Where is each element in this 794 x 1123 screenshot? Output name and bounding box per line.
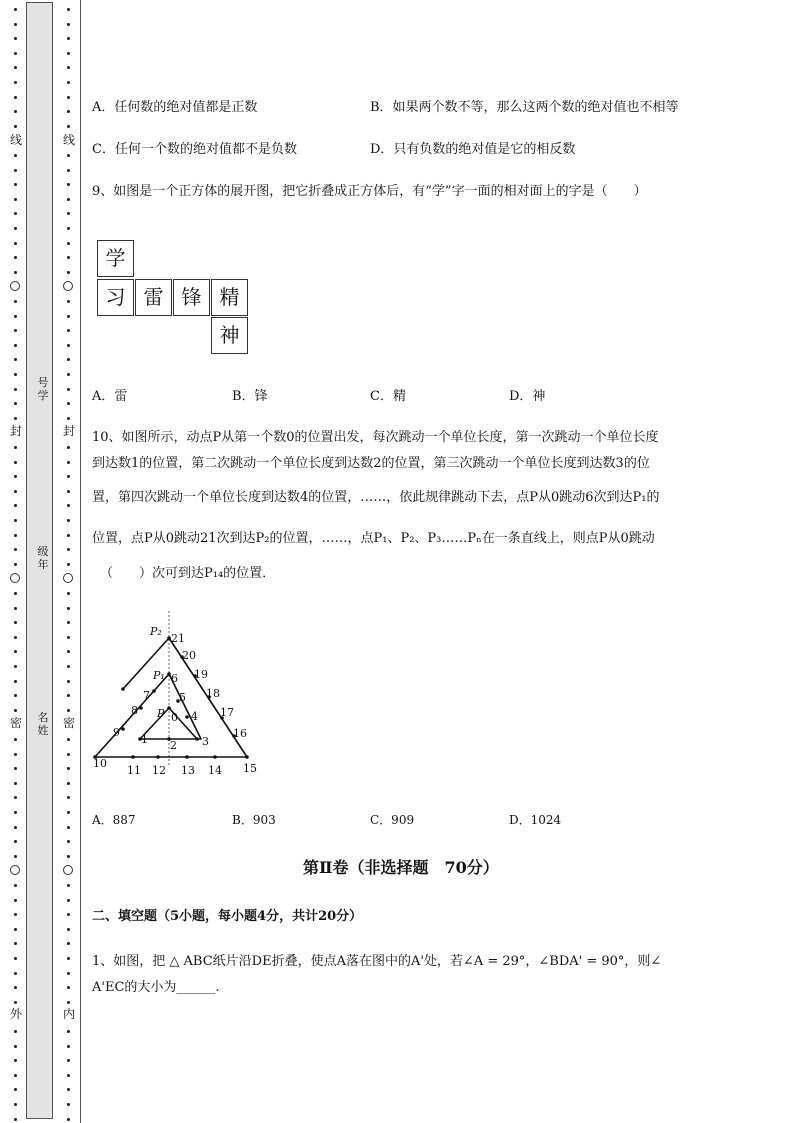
- cut-line-dot: [14, 650, 17, 653]
- cut-line-dot: [14, 504, 17, 507]
- cut-line-dot: [14, 621, 17, 624]
- cut-line-dot: [67, 154, 70, 157]
- cut-line-dot: [67, 1074, 70, 1077]
- q10-line-2: 到达数1的位置，第二次跳动一个单位长度到达数2的位置，第三次跳动一个单位长度到达数3的位: [92, 456, 650, 471]
- cut-line-dot: [67, 563, 70, 566]
- q10-option-d: D．1024: [509, 813, 562, 827]
- cut-line-dot: [67, 329, 70, 332]
- label-13: 13: [181, 764, 195, 777]
- cut-line-circle: [10, 865, 20, 875]
- cut-line-dot: [14, 198, 17, 201]
- cut-line-dot: [67, 1030, 70, 1033]
- cut-line-dot: [67, 446, 70, 449]
- cube-cell-shen: 神: [211, 317, 248, 354]
- cube-cell-feng: 锋: [173, 279, 210, 316]
- cut-line-dot: [67, 1103, 70, 1106]
- q8-option-b: B．如果两个数不等，那么这两个数的绝对值也不相等: [370, 100, 679, 115]
- label-15: 15: [243, 762, 257, 775]
- cut-line-dot: [67, 198, 70, 201]
- cut-line-dot: [67, 388, 70, 391]
- cut-line-dot: [14, 913, 17, 916]
- cut-line-dot: [67, 475, 70, 478]
- cut-line-dot: [67, 534, 70, 537]
- cube-cell-jing: 精: [211, 279, 248, 316]
- cut-line-dot: [67, 767, 70, 770]
- cut-line-circle: [10, 573, 20, 583]
- cut-line-dot: [14, 1118, 17, 1121]
- cut-line-dot: [14, 300, 17, 303]
- cut-line-dot: [67, 592, 70, 595]
- margin-label-feng-outer: 封: [10, 424, 23, 438]
- label-1: 1: [141, 733, 148, 746]
- q8-option-a: A．任何数的绝对值都是正数: [92, 100, 258, 115]
- cut-line-circle: [63, 281, 73, 291]
- cut-line-dot: [67, 23, 70, 26]
- cut-line-dot: [14, 972, 17, 975]
- q10-line-5: （ ）次可到达P₁₄的位置．: [100, 566, 276, 581]
- cut-line-dot: [67, 913, 70, 916]
- label-p2: P₂: [150, 625, 162, 638]
- label-10: 10: [93, 757, 107, 770]
- cut-line-dot: [67, 709, 70, 712]
- cut-line-dot: [14, 256, 17, 259]
- margin-label-xian-outer: 线: [10, 133, 23, 147]
- cut-line-dot: [67, 66, 70, 69]
- cut-line-dot: [14, 183, 17, 186]
- label-14: 14: [208, 764, 222, 777]
- cut-line-dot: [14, 8, 17, 11]
- cut-line-dot: [67, 840, 70, 843]
- cut-line-dot: [14, 694, 17, 697]
- cut-line-dot: [14, 37, 17, 40]
- cut-line-dot: [67, 358, 70, 361]
- q9-option-b: B．锋: [232, 389, 268, 404]
- margin-label-mi-outer: 密: [10, 716, 23, 730]
- figure-point: [152, 689, 156, 693]
- cut-line-dot: [14, 607, 17, 610]
- cut-line-dot: [14, 753, 17, 756]
- cut-line-dot: [67, 315, 70, 318]
- cut-line-dot: [67, 665, 70, 668]
- cut-line-dot: [67, 1059, 70, 1062]
- cut-line-dot: [14, 1030, 17, 1033]
- cut-line-dot: [67, 519, 70, 522]
- cut-line-dot: [67, 855, 70, 858]
- q9-stem: 9、如图是一个正方体的展开图，把它折叠成正方体后，有“学”字一面的相对面上的字是（ ）: [92, 184, 647, 199]
- cut-line-dot: [14, 373, 17, 376]
- figure-point: [156, 755, 160, 759]
- label-7: 7: [143, 689, 150, 702]
- cut-line-dot: [14, 665, 17, 668]
- cut-line-dot: [14, 212, 17, 215]
- cut-line-circle: [63, 573, 73, 583]
- label-p: P: [157, 707, 165, 720]
- fill-q1-line-2: A'EC的大小为______.: [92, 980, 220, 995]
- label-18: 18: [206, 687, 220, 700]
- label-5: 5: [179, 691, 186, 704]
- label-p1: P₁: [153, 669, 165, 682]
- cut-line-dot: [14, 636, 17, 639]
- cut-line-dot: [14, 315, 17, 318]
- q9-option-d: D．神: [509, 389, 546, 404]
- cut-line-dot: [67, 650, 70, 653]
- cut-line-dot: [14, 81, 17, 84]
- figure-point: [121, 727, 125, 731]
- q10-line-3: 置，第四次跳动一个单位长度到达数4的位置，……，依此规律跳动下去，点P从0跳动6次到达P₁的: [92, 490, 660, 505]
- cut-line-dot: [67, 344, 70, 347]
- cut-line-dot: [14, 169, 17, 172]
- margin-label-mi-inner: 密: [63, 716, 76, 730]
- cut-line-dot: [67, 607, 70, 610]
- cut-line-dot: [67, 899, 70, 902]
- cut-line-dot: [14, 110, 17, 113]
- cut-line-dot: [14, 23, 17, 26]
- q10-line-4: 位置，点P从0跳动21次到达P₂的位置，……，点P₁、P₂、P₃……Pₙ在一条直线上，则点P从0跳动: [92, 531, 655, 546]
- cut-line-dot: [67, 242, 70, 245]
- cut-line-dot: [14, 709, 17, 712]
- label-4: 4: [191, 710, 198, 723]
- q8-option-d: D．只有负数的绝对值是它的相反数: [370, 142, 576, 157]
- cut-line-dot: [67, 461, 70, 464]
- cut-line-dot: [14, 271, 17, 274]
- cut-line-dot: [67, 942, 70, 945]
- cube-cell-xi: 习: [97, 279, 134, 316]
- cut-line-dot: [67, 753, 70, 756]
- label-3: 3: [202, 735, 209, 748]
- cut-line-dot: [67, 928, 70, 931]
- cut-line-dot: [67, 37, 70, 40]
- cut-line-dot: [14, 563, 17, 566]
- cut-line-dot: [14, 1103, 17, 1106]
- label-6: 6: [171, 672, 178, 685]
- student-number-label: 号学: [37, 376, 49, 402]
- cut-line-dot: [67, 212, 70, 215]
- cut-line-dot: [14, 957, 17, 960]
- cut-line-dot: [14, 855, 17, 858]
- cut-line-dot: [14, 782, 17, 785]
- cut-line-dot: [67, 1001, 70, 1004]
- cut-line-dot: [67, 373, 70, 376]
- label-9: 9: [113, 726, 120, 739]
- q10-line-1: 10、如图所示，动点P从第一个数0的位置出发，每次跳动一个单位长度，第一次跳动一个单位长度: [92, 430, 659, 445]
- cut-line-dot: [14, 826, 17, 829]
- label-8: 8: [131, 704, 138, 717]
- name-label: 名姓: [37, 711, 49, 737]
- cut-line-dot: [67, 169, 70, 172]
- cut-line-dot: [67, 548, 70, 551]
- cut-line-dot: [14, 548, 17, 551]
- cut-line-dot: [67, 811, 70, 814]
- cut-line-dot: [67, 125, 70, 128]
- cut-line-dot: [14, 534, 17, 537]
- label-12: 12: [152, 764, 166, 777]
- label-16: 16: [233, 727, 247, 740]
- label-11: 11: [127, 764, 141, 777]
- cut-line-circle: [10, 281, 20, 291]
- figure-point: [185, 715, 189, 719]
- cut-line-dot: [14, 475, 17, 478]
- cut-line-dot: [67, 81, 70, 84]
- cut-line-dot: [14, 125, 17, 128]
- cut-line-dot: [67, 680, 70, 683]
- cut-line-dot: [67, 52, 70, 55]
- cut-line-dot: [14, 66, 17, 69]
- cut-line-dot: [14, 680, 17, 683]
- q8-option-c: C．任何一个数的绝对值都不是负数: [92, 142, 297, 157]
- label-0: 0: [171, 711, 178, 724]
- figure-point: [213, 755, 217, 759]
- cut-line-dot: [14, 154, 17, 157]
- cut-line-dot: [14, 840, 17, 843]
- margin-label-nei: 内: [63, 1007, 76, 1021]
- cut-line-dot: [67, 402, 70, 405]
- cut-line-dot: [14, 738, 17, 741]
- cut-line-dot: [67, 504, 70, 507]
- cut-line-dot: [14, 928, 17, 931]
- cut-line-dot: [67, 972, 70, 975]
- label-17: 17: [220, 706, 234, 719]
- figure-point: [167, 706, 171, 710]
- cut-line-dot: [67, 986, 70, 989]
- cut-line-dot: [67, 621, 70, 624]
- cut-line-dot: [67, 1045, 70, 1048]
- triangle-spiral-figure: [85, 605, 275, 785]
- cut-line-dot: [14, 796, 17, 799]
- cut-line-circle: [63, 865, 73, 875]
- q10-option-a: A．887: [92, 813, 136, 827]
- binding-margin: [0, 0, 82, 1123]
- margin-label-wai: 外: [10, 1007, 23, 1021]
- fill-q1-line-1: 1、如图，把 △ ABC纸片沿DE折叠，使点A落在图中的A'处，若∠A = 29°，∠BDA' = 90°，则∠: [92, 954, 662, 969]
- cut-line-dot: [14, 942, 17, 945]
- cut-line-dot: [67, 300, 70, 303]
- cut-line-dot: [14, 811, 17, 814]
- figure-point: [195, 737, 199, 741]
- cut-line-dot: [67, 227, 70, 230]
- cut-line-dot: [67, 636, 70, 639]
- cut-line-dot: [67, 1088, 70, 1091]
- cut-line-dot: [14, 986, 17, 989]
- figure-point: [131, 755, 135, 759]
- cut-line-dot: [14, 592, 17, 595]
- fill-in-section-heading: 二、填空题（5小题，每小题4分，共计20分）: [92, 909, 363, 924]
- cut-line-dot: [67, 271, 70, 274]
- cut-line-dot: [67, 8, 70, 11]
- figure-point: [185, 755, 189, 759]
- figure-point: [245, 755, 249, 759]
- cut-line-dot: [14, 242, 17, 245]
- figure-point: [121, 687, 125, 691]
- q10-option-b: B．903: [232, 813, 276, 827]
- cut-line-dot: [67, 957, 70, 960]
- cut-line-dot: [14, 1001, 17, 1004]
- cube-cell-lei: 雷: [135, 279, 172, 316]
- label-21: 21: [171, 632, 185, 645]
- cut-line-dot: [14, 96, 17, 99]
- q9-option-c: C．精: [370, 389, 406, 404]
- cut-line-dot: [67, 183, 70, 186]
- cut-line-dot: [14, 446, 17, 449]
- cut-line-dot: [67, 96, 70, 99]
- cut-line-dot: [14, 358, 17, 361]
- cut-line-dot: [14, 388, 17, 391]
- cut-line-dot: [14, 227, 17, 230]
- cut-line-dot: [14, 767, 17, 770]
- margin-label-xian-inner: 线: [63, 133, 76, 147]
- figure-point: [139, 706, 143, 710]
- cut-line-dot: [67, 826, 70, 829]
- cut-line-dot: [67, 782, 70, 785]
- cut-line-dot: [67, 796, 70, 799]
- cut-line-dot: [67, 884, 70, 887]
- cut-line-dot: [14, 899, 17, 902]
- cut-line-dot: [14, 490, 17, 493]
- q9-option-a: A．雷: [92, 389, 128, 404]
- cut-line-dot: [14, 1088, 17, 1091]
- label-20: 20: [182, 649, 196, 662]
- label-19: 19: [194, 668, 208, 681]
- cut-line-dot: [67, 490, 70, 493]
- margin-label-feng-inner: 封: [63, 424, 76, 438]
- cut-line-dot: [14, 1074, 17, 1077]
- cut-line-dot: [14, 402, 17, 405]
- cut-line-dot: [67, 694, 70, 697]
- cut-line-dot: [14, 417, 17, 420]
- part2-title: 第Ⅱ卷（非选择题 70分）: [303, 858, 499, 877]
- cube-cell-xue: 学: [97, 240, 134, 277]
- cut-line-dot: [14, 884, 17, 887]
- cut-line-dot: [14, 52, 17, 55]
- cut-line-dot: [14, 1059, 17, 1062]
- cut-line-dot: [67, 256, 70, 259]
- cut-line-dot: [14, 344, 17, 347]
- cut-line-dot: [14, 519, 17, 522]
- cut-line-dot: [67, 417, 70, 420]
- grade-label: 级年: [37, 545, 49, 571]
- margin-border-line: [80, 0, 81, 1123]
- cut-line-dot: [67, 110, 70, 113]
- cut-line-dot: [67, 1118, 70, 1121]
- cut-line-dot: [14, 1045, 17, 1048]
- q10-option-c: C．909: [370, 813, 415, 827]
- cut-line-dot: [67, 738, 70, 741]
- label-2: 2: [170, 739, 177, 752]
- cut-line-dot: [14, 329, 17, 332]
- cut-line-dot: [14, 461, 17, 464]
